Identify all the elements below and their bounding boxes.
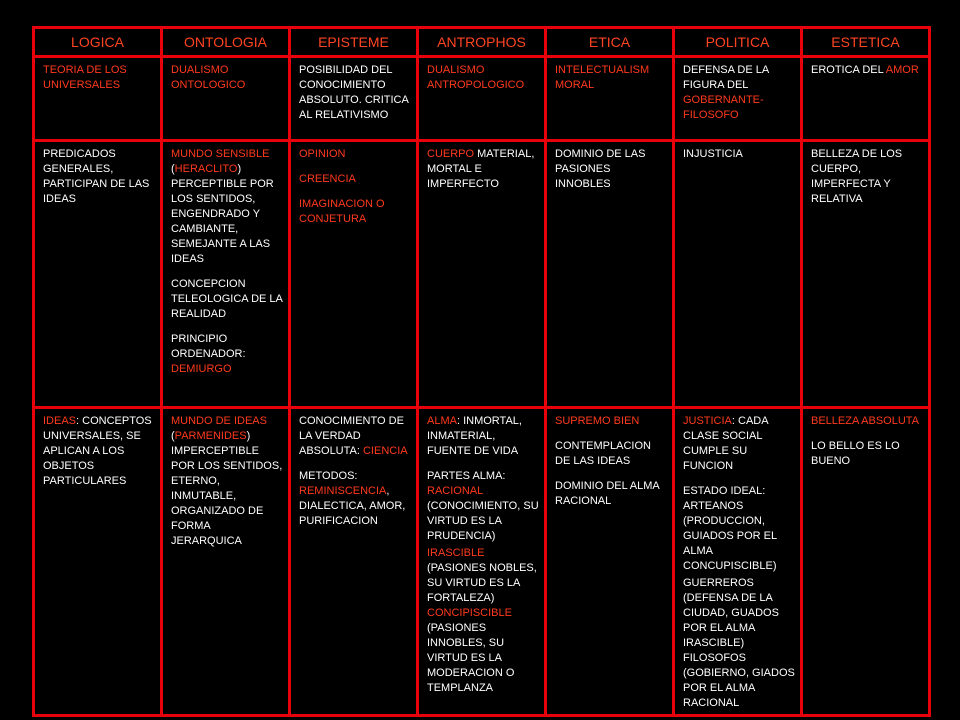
cell-paragraph: CREENCIA: [299, 173, 356, 185]
cell-paragraph: [427, 606, 539, 696]
header-row: [34, 28, 930, 57]
cell-text: : CONCEPTOS UNIVERSALES, SE APLICAN A LOS OBJETOS PARTICULARES: [43, 415, 152, 487]
cell-text: INJUSTICIA: [683, 148, 743, 160]
cell-text: (: [171, 430, 175, 442]
cell-politica: [674, 141, 802, 408]
cell-paragraph: [299, 414, 411, 459]
cell-paragraph: CONCEPCION TELEOLOGICA DE LA REALIDAD: [171, 278, 283, 320]
cell-antrophos: [418, 408, 546, 716]
cell-etica: [546, 408, 674, 716]
table-row: [34, 141, 930, 408]
cell-etica: [546, 141, 674, 408]
cell-text-highlight: MUNDO SENSIBLE: [171, 148, 270, 160]
table-row: [34, 57, 930, 141]
cell-text-highlight: DEMIURGO: [171, 363, 232, 375]
cell-text: (PASIONES NOBLES, SU VIRTUD ES LA FORTALEZA): [427, 562, 537, 604]
cell-text: ) PERCEPTIBLE POR LOS SENTIDOS, ENGENDRADO Y CAMBIANTE, SEMEJANTE A LAS IDEAS: [171, 163, 274, 265]
cell-paragraph: [683, 414, 795, 474]
cell-paragraph: DOMINIO DEL ALMA RACIONAL: [555, 480, 660, 507]
header-etica: ETICA: [546, 28, 674, 57]
cell-text: DEFENSA DE LA FIGURA DEL: [683, 64, 769, 91]
cell-text-highlight: REMINISCENCIA: [299, 485, 387, 497]
cell-text: CONOCIMIENTO DE LA VERDAD ABSOLUTA:: [299, 415, 404, 457]
philosophy-table: [32, 26, 931, 717]
cell-text-highlight: CIENCIA: [362, 445, 408, 457]
cell-estetica: [802, 408, 930, 716]
cell-text: TEORIA DE LOS UNIVERSALES: [43, 64, 127, 91]
cell-etica: [546, 57, 674, 141]
cell-text: PREDICADOS GENERALES, PARTICIPAN DE LAS IDEAS: [43, 148, 150, 205]
cell-paragraph: BELLEZA ABSOLUTA: [811, 415, 920, 427]
cell-text-highlight: IDEAS: [43, 415, 77, 427]
cell-paragraph: ESTADO IDEAL: ARTEANOS (PRODUCCION, GUIADOS POR EL ALMA CONCUPISCIBLE): [683, 485, 777, 572]
cell-logica: [34, 57, 162, 141]
cell-text-highlight: AMOR: [885, 64, 919, 76]
cell-ontologia: [162, 408, 290, 716]
cell-text: (PASIONES INNOBLES, SU VIRTUD ES LA MODERACION O TEMPLANZA: [427, 622, 515, 694]
cell-text: METODOS:: [299, 470, 358, 482]
cell-paragraph: CONTEMPLACION DE LAS IDEAS: [555, 440, 651, 467]
header-estetica: ESTETICA: [802, 28, 930, 57]
cell-paragraph: [427, 414, 539, 459]
cell-ontologia: [162, 57, 290, 141]
cell-text: MATERIAL, MORTAL E IMPERFECTO: [427, 148, 535, 190]
cell-text-highlight: RACIONAL: [427, 485, 483, 497]
cell-ontologia: [162, 141, 290, 408]
cell-text-highlight: HERACLITO: [174, 163, 238, 175]
header-episteme: EPISTEME: [290, 28, 418, 57]
cell-text: DUALISMO ANTROPOLOGICO: [427, 64, 525, 91]
cell-paragraph: [427, 469, 539, 544]
cell-text: : INMORTAL, INMATERIAL, FUENTE DE VIDA: [427, 415, 522, 457]
cell-paragraph: LO BELLO ES LO BUENO: [811, 440, 900, 467]
cell-text: , DIALECTICA, AMOR, PURIFICACION: [299, 485, 406, 527]
cell-text-highlight: GOBERNANTE-FILOSOFO: [683, 94, 764, 121]
cell-logica: [34, 141, 162, 408]
cell-text-highlight: CONCIPISCIBLE: [427, 607, 512, 619]
cell-text: PARTES ALMA:: [427, 470, 506, 482]
cell-paragraph: SUPREMO BIEN: [555, 415, 640, 427]
cell-episteme: [290, 57, 418, 141]
cell-text: DUALISMO ONTOLOGICO: [171, 64, 246, 91]
cell-text: BELLEZA DE LOS CUERPO, IMPERFECTA Y RELATIVA: [811, 148, 903, 205]
cell-text-highlight: PARMENIDES: [174, 430, 247, 442]
cell-antrophos: [418, 141, 546, 408]
cell-estetica: [802, 57, 930, 141]
cell-text: ) IMPERCEPTIBLE POR LOS SENTIDOS, ETERNO, INMUTABLE, ORGANIZADO DE FORMA JERARQUICA: [171, 430, 283, 547]
cell-text-highlight: ALMA: [427, 415, 457, 427]
cell-text: PRINCIPIO ORDENADOR:: [171, 333, 246, 360]
cell-antrophos: [418, 57, 546, 141]
cell-episteme: [290, 408, 418, 716]
cell-paragraph: [299, 469, 411, 529]
cell-text: (: [171, 163, 175, 175]
cell-paragraph: [171, 332, 283, 377]
cell-text-highlight: IRASCIBLE: [427, 547, 485, 559]
cell-text: INTELECTUALISM MORAL: [555, 64, 650, 91]
cell-paragraph: OPINION: [299, 148, 346, 160]
table-row: [34, 408, 930, 716]
header-ontologia: ONTOLOGIA: [162, 28, 290, 57]
cell-paragraph: IMAGINACION O CONJETURA: [299, 198, 385, 225]
cell-text: : CADA CLASE SOCIAL CUMPLE SU FUNCION: [683, 415, 768, 472]
cell-text: EROTICA DEL: [811, 64, 886, 76]
cell-politica: [674, 408, 802, 716]
cell-politica: [674, 57, 802, 141]
cell-text-highlight: MUNDO DE IDEAS: [171, 415, 267, 427]
cell-episteme: [290, 141, 418, 408]
cell-text-highlight: JUSTICIA: [683, 415, 732, 427]
header-antrophos: ANTROPHOS: [418, 28, 546, 57]
cell-text: POSIBILIDAD DEL CONOCIMIENTO ABSOLUTO. CRITICA AL RELATIVISMO: [299, 64, 409, 121]
cell-logica: [34, 408, 162, 716]
cell-paragraph: [427, 546, 539, 606]
header-logica: LOGICA: [34, 28, 162, 57]
cell-text: (CONOCIMIENTO, SU VIRTUD ES LA PRUDENCIA): [427, 500, 539, 542]
header-politica: POLITICA: [674, 28, 802, 57]
cell-text: DOMINIO DE LAS PASIONES INNOBLES: [555, 148, 646, 190]
cell-paragraph: [171, 147, 283, 267]
cell-paragraph: GUERREROS (DEFENSA DE LA CIUDAD, GUADOS POR EL ALMA IRASCIBLE) FILOSOFOS (GOBIERNO, GIADOS POR EL ALMA RACIONAL: [683, 577, 795, 709]
cell-estetica: [802, 141, 930, 408]
cell-text-highlight: CUERPO: [427, 148, 475, 160]
